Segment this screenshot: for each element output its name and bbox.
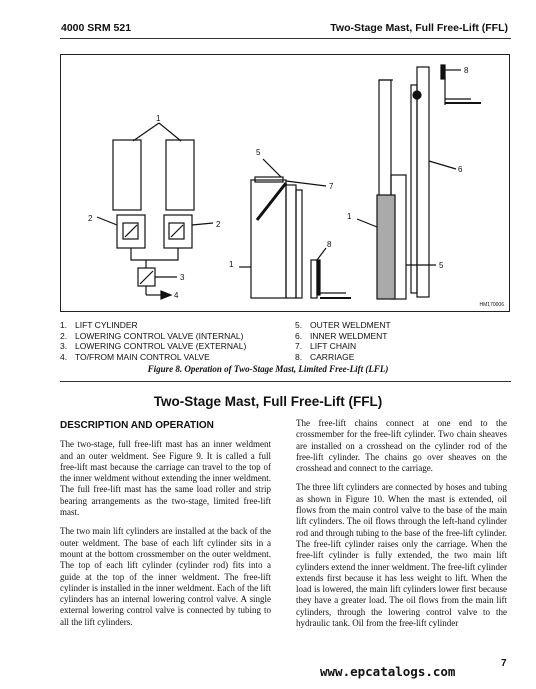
legend-item: 1. LIFT CYLINDER xyxy=(60,320,138,330)
page-number: 7 xyxy=(501,658,507,669)
header-doc-id: 4000 SRM 521 xyxy=(61,22,132,34)
figure-legend-right xyxy=(295,320,391,362)
paragraph: The two main lift cylinders are installed at the back of the outer weldment. The base of each lift cylinder sits in a mount at the bottom crossmember on the outer weldment. The top of each lift cylinder (cylinder rod) fits into a guide at the top of the inner weldment. The free-lift cylinder is installed in the inner weldment. Each of the lift cylinders has an internal lowering control valve. A single external lowering control valve is connected by tubing to all the lift cylinders. xyxy=(60,526,271,627)
svg-text:6: 6 xyxy=(458,165,463,174)
paragraph: The two-stage, full free-lift mast has an inner weldment and an outer weldment. See Figure 9. It is called a full free-lift mast because the carriage can travel to the top of the inner weldment without extending the inner weldment. The full free-lift mast has the same load roller and strip bearing arrangements as the two-stage, limited free-lift mast. xyxy=(60,439,271,518)
watermark-url: www.epcatalogs.com xyxy=(320,664,456,679)
legend-item: 4. TO/FROM MAIN CONTROL VALVE xyxy=(60,351,210,362)
legend-item: 6. INNER WELDMENT xyxy=(295,330,388,341)
legend-item: 3. LOWERING CONTROL VALVE (EXTERNAL) xyxy=(60,341,247,351)
legend-item: 8. CARRIAGE xyxy=(295,351,355,362)
svg-text:1: 1 xyxy=(347,212,352,221)
svg-text:5: 5 xyxy=(439,261,444,270)
svg-text:8: 8 xyxy=(464,66,469,75)
legend-item: 2. LOWERING CONTROL VALVE (INTERNAL) xyxy=(60,330,244,341)
legend-item: 7. LIFT CHAIN xyxy=(295,341,357,351)
body-column-left xyxy=(60,418,271,636)
svg-text:4: 4 xyxy=(174,291,179,300)
paragraph: The three lift cylinders are connected by hoses and tubing as shown in Figure 10. When the mast is extended, oil flows from the main control valve to the base of the main lift cylinders. The oil flows through the left-hand cylinder rod and through tubing to the base of the free-lift cylinder. The free-lift cylinder raises only the carriage. When the free-lift cylinder is fully extended, the two main lift cylinders extend the inner weldment. The free-lift cylinder extends first because it has less weight to lift. When the load is lowered, the main lift cylinders lower first because they have a greater load. The oil flows from the main lift cylinders, through the lowering control valve to the hydraulic tank. Oil from the free-lift cylinder xyxy=(296,482,507,629)
body-column-right xyxy=(296,418,507,637)
header-rule xyxy=(60,38,511,39)
svg-text:7: 7 xyxy=(329,182,334,191)
left-cylinder-a xyxy=(113,140,141,210)
header-section-title: Two-Stage Mast, Full Free-Lift (FFL) xyxy=(330,22,508,34)
subheading: DESCRIPTION AND OPERATION xyxy=(60,420,214,431)
section-rule xyxy=(60,381,511,382)
legend-item: 5. OUTER WELDMENT xyxy=(295,320,391,330)
svg-text:2: 2 xyxy=(216,220,221,229)
svg-text:2: 2 xyxy=(88,214,93,223)
figure-illustration xyxy=(60,54,510,312)
svg-text:8: 8 xyxy=(327,240,332,249)
paragraph: The free-lift chains connect at one end to the crossmember for the free-lift cylinder. Two chain sheaves are installed on a crosshead on the cylinder rod of the free-lift cylinder. The chains go over sheaves on the crosshead and connect to the carriage. xyxy=(296,418,507,474)
section-title: Two-Stage Mast, Full Free-Lift (FFL) xyxy=(153,394,383,409)
left-cylinder-b xyxy=(166,140,194,210)
svg-text:1: 1 xyxy=(156,114,161,123)
figure-legend-left xyxy=(60,320,246,362)
mast-diagram xyxy=(61,55,510,312)
figure-caption: Figure 8. Operation of Two-Stage Mast, Limited Free-Lift (LFL) xyxy=(147,364,389,374)
svg-text:1: 1 xyxy=(229,260,234,269)
svg-text:3: 3 xyxy=(180,273,185,282)
svg-text:5: 5 xyxy=(256,148,261,157)
figure-code: HM170006 xyxy=(479,302,504,308)
